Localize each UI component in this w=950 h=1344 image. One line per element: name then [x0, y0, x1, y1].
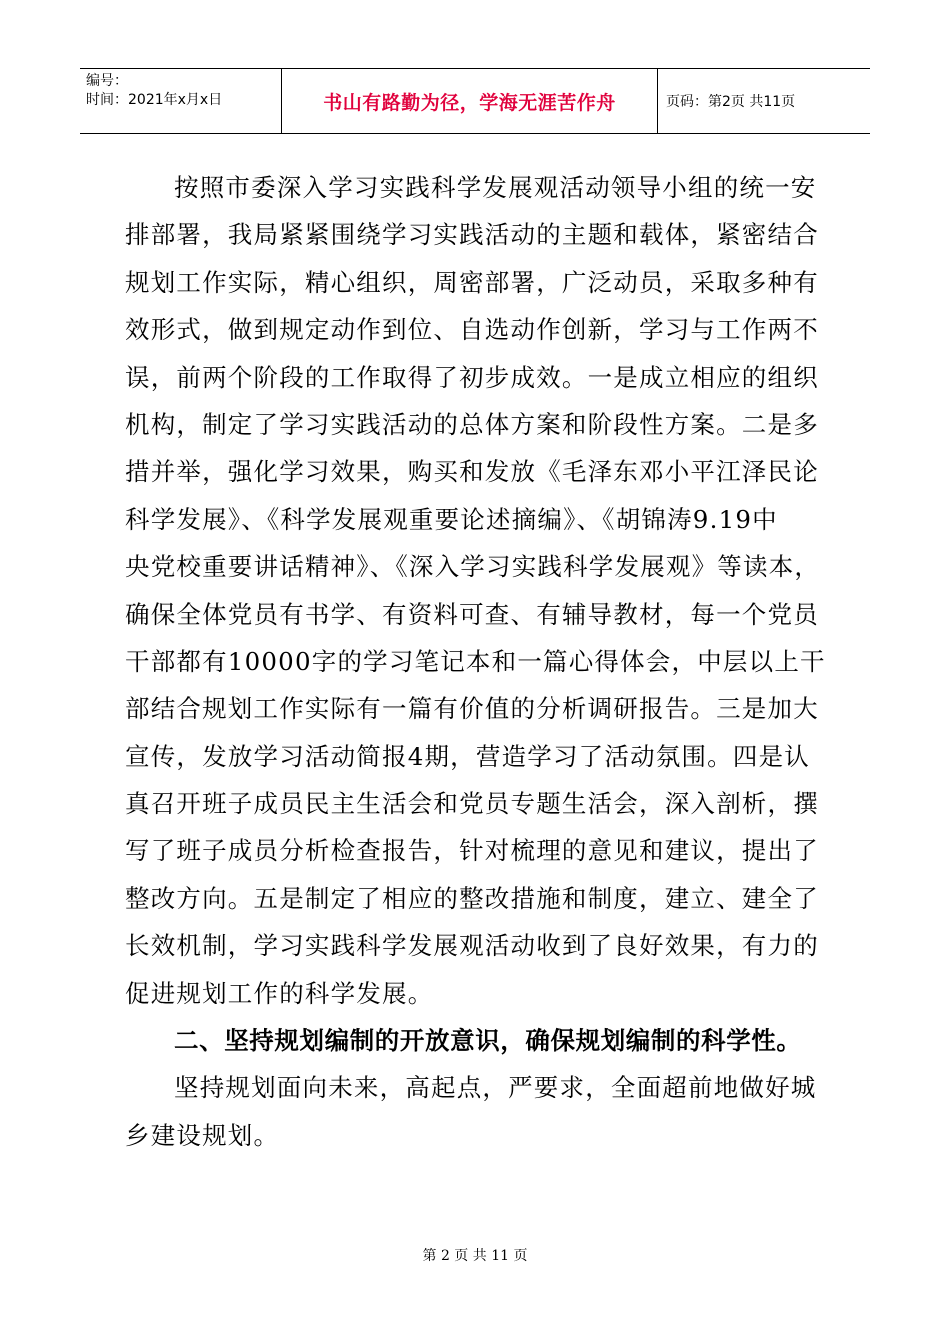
paragraph-line: 规划工作实际，精心组织，周密部署，广泛动员，采取多种有 [125, 267, 819, 297]
section-heading: 二、坚持规划编制的开放意识，确保规划编制的科学性。 [174, 1026, 802, 1056]
paragraph-line: 科学发展》、《科学发展观重要论述摘编》、《胡锦涛9.19中 [125, 504, 778, 534]
paragraph-line: 干部都有10000字的学习笔记本和一篇心得体会，中层以上干 [125, 646, 826, 676]
header-page-code: 页码：第2页 共11页 [666, 94, 796, 110]
paragraph-line: 部结合规划工作实际有一篇有价值的分析调研报告。三是加大 [125, 694, 819, 724]
document-body [125, 164, 830, 1159]
paragraph-line: 整改方向。五是制定了相应的整改措施和制度，建立、建全了 [125, 883, 819, 913]
paragraph-line: 央党校重要讲话精神》、《深入学习实践科学发展观》等读本， [125, 552, 821, 582]
paragraph-line: 坚持规划面向未来，高起点，严要求，全面超前地做好城 [174, 1073, 817, 1103]
paragraph-line: 效形式，做到规定动作到位、自选动作创新，学习与工作两不 [125, 315, 819, 345]
paragraph-line: 确保全体党员有书学、有资料可查、有辅导教材，每一个党员 [125, 599, 819, 629]
page-footer: 第 2 页 共 11 页 [422, 1248, 528, 1264]
paragraph-line: 乡建设规划。 [125, 1120, 280, 1150]
paragraph-line: 措并举，强化学习效果，购买和发放《毛泽东邓小平江泽民论 [125, 457, 819, 487]
paragraph-line: 按照市委深入学习实践科学发展观活动领导小组的统一安 [174, 173, 817, 202]
paragraph-line: 写了班子成员分析检查报告，针对梳理的意见和建议，提出了 [125, 836, 819, 866]
paragraph-line: 宣传，发放学习活动简报4期，营造学习了活动氛围。四是认 [125, 741, 810, 771]
paragraph-line: 真召开班子成员民主生活会和党员专题生活会，深入剖析，撰 [125, 789, 819, 819]
paragraph-line: 误，前两个阶段的工作取得了初步成效。一是成立相应的组织 [125, 362, 819, 392]
paragraph-line: 促进规划工作的科学发展。 [125, 978, 434, 1008]
header-motto: 书山有路勤为径，学海无涯苦作舟 [282, 69, 658, 133]
paragraph-line: 长效机制，学习实践科学发展观活动收到了良好效果，有力的 [125, 931, 819, 961]
header-meta [80, 69, 282, 133]
paragraph-line: 机构，制定了学习实践活动的总体方案和阶段性方案。二是多 [125, 409, 819, 439]
page-header [80, 68, 870, 134]
paragraph-line: 排部署，我局紧紧围绕学习实践活动的主题和载体，紧密结合 [125, 220, 819, 250]
document-number-label: 编号： [86, 73, 128, 89]
document-time-label: 时间：2021年x月x日 [86, 92, 223, 108]
